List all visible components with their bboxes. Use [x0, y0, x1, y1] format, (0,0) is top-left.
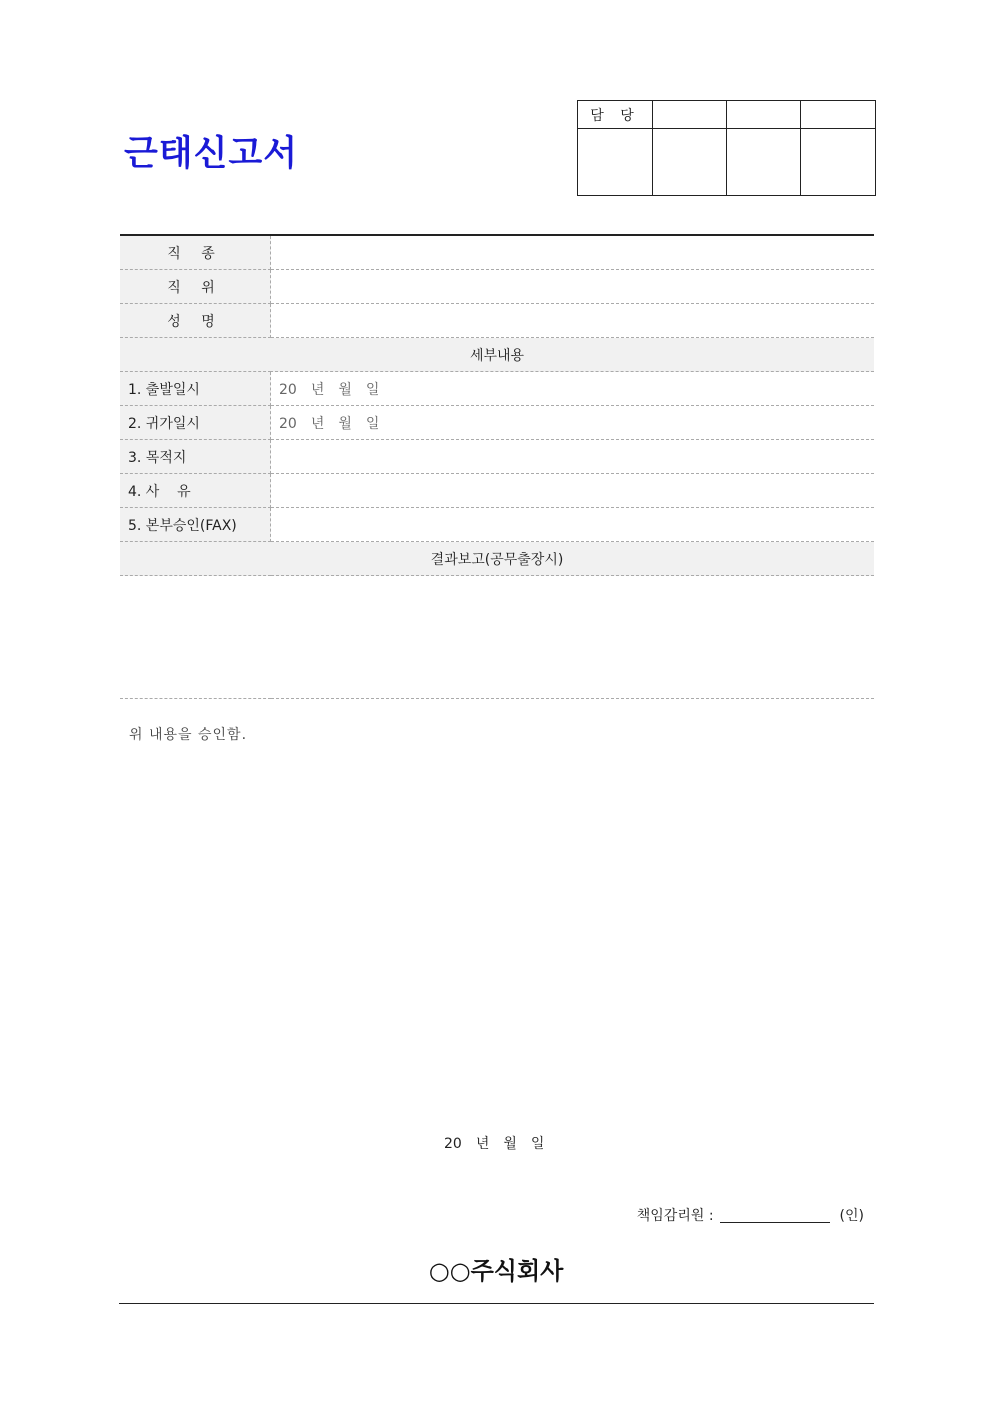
document-title: 근태신고서	[124, 134, 299, 174]
row-departure	[120, 372, 874, 406]
row-position	[120, 270, 874, 304]
job-type-field[interactable]	[271, 235, 875, 270]
result-report-heading: 결과보고(공무출장시)	[120, 542, 874, 576]
row-destination	[120, 440, 874, 474]
departure-day: 일	[365, 381, 380, 398]
company-name: ○○주식회사	[428, 1257, 564, 1285]
details-heading: 세부내용	[120, 338, 874, 372]
bottom-divider	[119, 1303, 874, 1304]
approval-header-cell-3[interactable]	[727, 101, 801, 129]
row-job-type	[120, 235, 874, 270]
return-label: 2. 귀가일시	[120, 406, 271, 440]
position-field[interactable]	[271, 270, 875, 304]
departure-label: 1. 출발일시	[120, 372, 271, 406]
sign-month: 월	[503, 1136, 517, 1152]
row-hq-approval	[120, 508, 874, 542]
position-label: 직 위	[120, 270, 271, 304]
approval-box	[577, 100, 876, 196]
row-result-content	[120, 576, 874, 699]
departure-year-prefix: 20	[279, 381, 297, 398]
return-month: 월	[338, 415, 352, 432]
signature-blank[interactable]	[720, 1208, 830, 1223]
name-label: 성 명	[120, 304, 271, 338]
approval-header-cell-4[interactable]	[801, 101, 876, 129]
hq-approval-field[interactable]	[271, 508, 875, 542]
return-date-field[interactable]	[271, 406, 875, 440]
row-reason	[120, 474, 874, 508]
departure-month: 월	[338, 381, 352, 398]
signature-label: 책임감리원 :	[636, 1208, 714, 1224]
approval-sign-cell-2[interactable]	[653, 129, 727, 196]
signature-line	[637, 1205, 864, 1225]
destination-field[interactable]	[271, 440, 875, 474]
approval-note: 위 내용을 승인함.	[129, 727, 248, 743]
sign-day: 일	[530, 1136, 545, 1152]
departure-year: 년	[310, 381, 325, 398]
row-details-heading	[120, 338, 874, 372]
row-result-heading	[120, 542, 874, 576]
approval-sign-cell-1[interactable]	[578, 129, 653, 196]
signature-seal: (인)	[839, 1208, 864, 1224]
reason-label: 4. 사 유	[120, 474, 271, 508]
destination-label: 3. 목적지	[120, 440, 271, 474]
reason-field[interactable]	[271, 474, 875, 508]
approval-header-cell-2[interactable]	[653, 101, 727, 129]
approval-sign-cell-3[interactable]	[727, 129, 801, 196]
name-field[interactable]	[271, 304, 875, 338]
return-year: 년	[310, 415, 325, 432]
job-type-label: 직 종	[120, 235, 271, 270]
approval-sign-cell-4[interactable]	[801, 129, 876, 196]
row-name	[120, 304, 874, 338]
approval-label: 담 당	[578, 101, 653, 129]
report-form	[120, 234, 874, 699]
return-year-prefix: 20	[279, 415, 297, 432]
sign-year-prefix: 20	[444, 1136, 462, 1152]
sign-year: 년	[475, 1136, 490, 1152]
return-day: 일	[365, 415, 380, 432]
sign-date	[444, 1133, 558, 1153]
departure-date-field[interactable]	[271, 372, 875, 406]
row-return	[120, 406, 874, 440]
hq-approval-label: 5. 본부승인(FAX)	[120, 508, 271, 542]
result-report-field[interactable]	[120, 576, 874, 699]
